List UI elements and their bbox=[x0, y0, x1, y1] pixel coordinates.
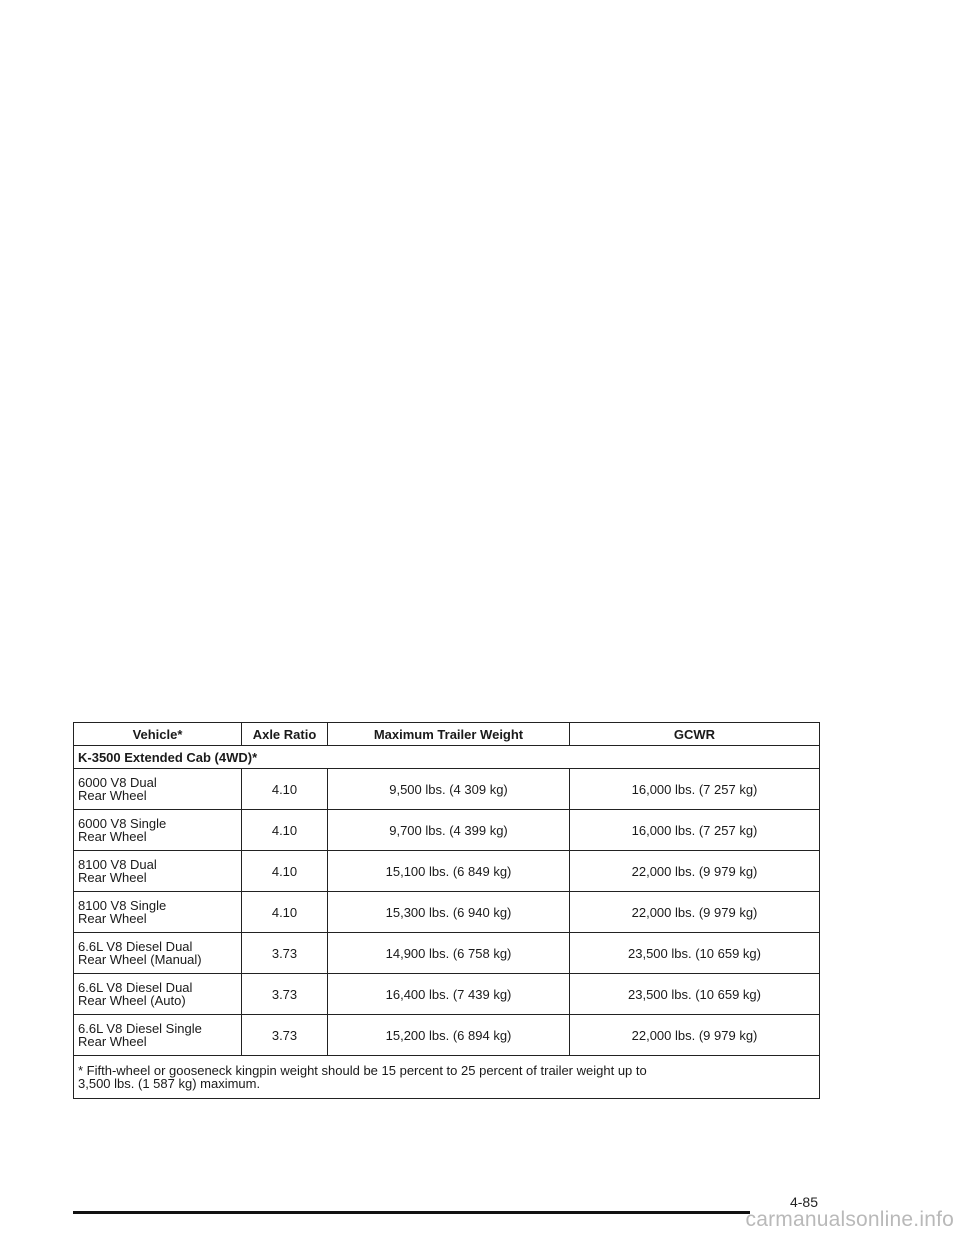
vehicle-line: Rear Wheel (Auto) bbox=[78, 993, 186, 1008]
header-axle-ratio: Axle Ratio bbox=[242, 723, 328, 746]
axle-ratio-cell: 3.73 bbox=[242, 1015, 328, 1056]
axle-ratio-cell: 4.10 bbox=[242, 769, 328, 810]
trailer-weight-table bbox=[73, 722, 820, 1099]
vehicle-line: Rear Wheel bbox=[78, 911, 147, 926]
vehicle-line: Rear Wheel bbox=[78, 829, 147, 844]
header-max-trailer-weight: Maximum Trailer Weight bbox=[328, 723, 570, 746]
gcwr-cell: 23,500 lbs. (10 659 kg) bbox=[570, 933, 820, 974]
gcwr-cell: 22,000 lbs. (9 979 kg) bbox=[570, 1015, 820, 1056]
vehicle-cell bbox=[74, 933, 242, 974]
page-number: 4-85 bbox=[789, 1194, 818, 1210]
gcwr-cell: 16,000 lbs. (7 257 kg) bbox=[570, 769, 820, 810]
vehicle-line: 6000 V8 Single bbox=[78, 816, 167, 831]
header-vehicle: Vehicle* bbox=[74, 723, 242, 746]
vehicle-line: 6.6L V8 Diesel Dual bbox=[78, 939, 193, 954]
vehicle-line: Rear Wheel bbox=[78, 788, 147, 803]
axle-ratio-cell: 4.10 bbox=[242, 892, 328, 933]
max-weight-cell: 15,100 lbs. (6 849 kg) bbox=[328, 851, 570, 892]
vehicle-cell bbox=[74, 974, 242, 1015]
max-weight-cell: 14,900 lbs. (6 758 kg) bbox=[328, 933, 570, 974]
table-row bbox=[74, 892, 820, 933]
max-weight-cell: 16,400 lbs. (7 439 kg) bbox=[328, 974, 570, 1015]
vehicle-line: Rear Wheel bbox=[78, 1034, 147, 1049]
vehicle-cell bbox=[74, 1015, 242, 1056]
vehicle-line: Rear Wheel (Manual) bbox=[78, 952, 202, 967]
vehicle-line: 6.6L V8 Diesel Single bbox=[78, 1021, 202, 1036]
max-weight-cell: 9,500 lbs. (4 309 kg) bbox=[328, 769, 570, 810]
vehicle-cell bbox=[74, 810, 242, 851]
gcwr-cell: 22,000 lbs. (9 979 kg) bbox=[570, 851, 820, 892]
vehicle-cell bbox=[74, 769, 242, 810]
header-gcwr: GCWR bbox=[570, 723, 820, 746]
footnote-row bbox=[74, 1056, 820, 1099]
group-title: K-3500 Extended Cab (4WD)* bbox=[74, 746, 820, 769]
vehicle-line: Rear Wheel bbox=[78, 870, 147, 885]
footnote-line: 3,500 lbs. (1 587 kg) maximum. bbox=[78, 1076, 261, 1091]
max-weight-cell: 15,200 lbs. (6 894 kg) bbox=[328, 1015, 570, 1056]
axle-ratio-cell: 4.10 bbox=[242, 810, 328, 851]
max-weight-cell: 9,700 lbs. (4 399 kg) bbox=[328, 810, 570, 851]
footnote-line: * Fifth-wheel or gooseneck kingpin weight should be 15 percent to 25 percent of trailer weight up to bbox=[78, 1063, 647, 1078]
watermark: carmanualsonline.info bbox=[745, 1208, 954, 1231]
axle-ratio-cell: 4.10 bbox=[242, 851, 328, 892]
table-row bbox=[74, 769, 820, 810]
footnote bbox=[74, 1056, 820, 1099]
footer-rule bbox=[73, 1211, 750, 1214]
table-row bbox=[74, 851, 820, 892]
axle-ratio-cell: 3.73 bbox=[242, 933, 328, 974]
table-row bbox=[74, 974, 820, 1015]
table-row bbox=[74, 933, 820, 974]
vehicle-line: 6.6L V8 Diesel Dual bbox=[78, 980, 193, 995]
vehicle-line: 6000 V8 Dual bbox=[78, 775, 157, 790]
gcwr-cell: 23,500 lbs. (10 659 kg) bbox=[570, 974, 820, 1015]
axle-ratio-cell: 3.73 bbox=[242, 974, 328, 1015]
table-row bbox=[74, 810, 820, 851]
gcwr-cell: 22,000 lbs. (9 979 kg) bbox=[570, 892, 820, 933]
vehicle-line: 8100 V8 Dual bbox=[78, 857, 157, 872]
vehicle-line: 8100 V8 Single bbox=[78, 898, 167, 913]
table-row bbox=[74, 1015, 820, 1056]
table-header-row bbox=[74, 723, 820, 746]
gcwr-cell: 16,000 lbs. (7 257 kg) bbox=[570, 810, 820, 851]
group-row bbox=[74, 746, 820, 769]
max-weight-cell: 15,300 lbs. (6 940 kg) bbox=[328, 892, 570, 933]
vehicle-cell bbox=[74, 892, 242, 933]
vehicle-cell bbox=[74, 851, 242, 892]
